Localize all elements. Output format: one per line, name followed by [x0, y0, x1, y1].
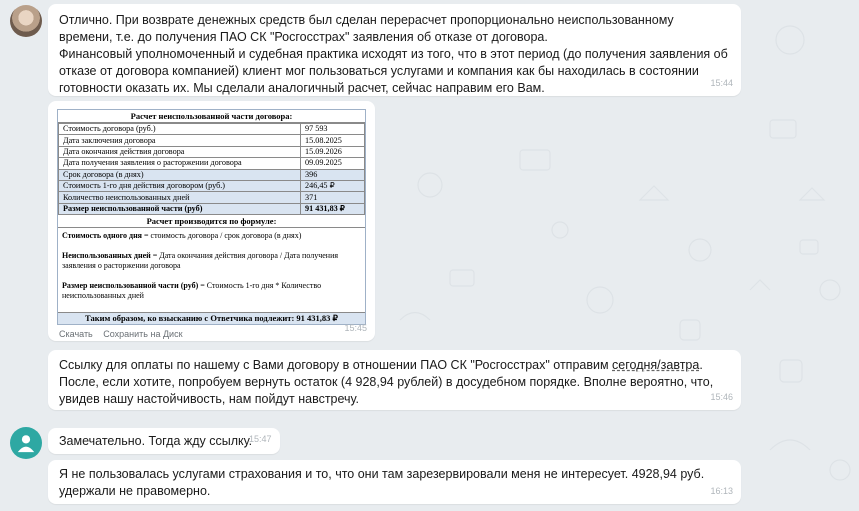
- date-highlight[interactable]: сегодня/завтра: [612, 358, 700, 372]
- document-message: [48, 101, 375, 341]
- row-label: Дата получения заявления о расторжении договора: [59, 158, 301, 169]
- formula-term: Стоимость одного дня: [62, 231, 143, 241]
- save-to-disk-link[interactable]: Сохранить на Диск: [103, 329, 183, 339]
- message-bubble: [48, 428, 280, 454]
- document-total: Таким образом, ко взысканию с Ответчика подлежит: 91 431,83 ₽: [58, 312, 365, 324]
- formula-expression: = Стоимость 1-го дня * Количество неиспользованных дней: [62, 280, 322, 301]
- row-label: Размер неиспользованной части (руб): [59, 203, 301, 214]
- message-text-part: . После, если хотите, попробуем вернуть остаток (4 928,94 рублей) в досудебном порядке. Вполне вероятно, что, увидев нашу настойчивость, нам пойдут навстречу.: [59, 358, 714, 406]
- message-time: 15:45: [344, 323, 367, 333]
- row-value: 371: [301, 192, 365, 203]
- table-row: [59, 180, 365, 191]
- document-title: Расчет неиспользованной части договора:: [58, 110, 365, 123]
- formula-expression: = Дата окончания действия договора / Дата получения заявления о расторжении договора: [62, 250, 339, 271]
- row-label: Дата окончания действия договора: [59, 146, 301, 157]
- message-bubble: [48, 460, 741, 504]
- formula-title: Расчет производится по формуле:: [58, 215, 365, 228]
- message-text: Я не пользовалась услугами страхования и то, что они там зарезервировали меня не интересует. 4928,94 руб. удержали не правомерно.: [59, 467, 705, 498]
- table-row: [59, 169, 365, 180]
- calculation-document-image[interactable]: [57, 109, 366, 325]
- row-value: 15.09.2026: [301, 146, 365, 157]
- message-text: [59, 357, 731, 408]
- row-value: 15.08.2025: [301, 135, 365, 146]
- message-bubble: [48, 350, 741, 410]
- message-time: 15:44: [710, 78, 733, 88]
- row-label: Дата заключения договора: [59, 135, 301, 146]
- row-label: Стоимость 1-го дня действия договором (руб.): [59, 180, 301, 191]
- formula-term: Неиспользованных дней: [62, 250, 151, 260]
- message-text: Замечательно. Тогда жду ссылку.: [59, 434, 253, 448]
- calculation-table: [58, 123, 365, 215]
- row-label: Срок договора (в днях): [59, 169, 301, 180]
- row-value: 396: [301, 169, 365, 180]
- table-row: [59, 192, 365, 203]
- formula-line: [58, 281, 365, 302]
- message-time: 15:47: [249, 434, 272, 444]
- formula-expression: = стоимость договора / срок договора (в днях): [142, 231, 302, 241]
- message-bubble: [48, 4, 741, 96]
- document-actions: [59, 326, 191, 343]
- sender-avatar[interactable]: [10, 5, 42, 37]
- message-time: 16:13: [710, 486, 733, 496]
- row-value: 09.09.2025: [301, 158, 365, 169]
- formula-line: [58, 231, 365, 242]
- row-label: Стоимость договора (руб.): [59, 124, 301, 135]
- table-row: [59, 203, 365, 214]
- message-text-part: Ссылку для оплаты по нашему с Вами договору в отношении ПАО СК "Росгосстрах" отправим: [59, 358, 613, 372]
- person-silhouette-icon: [15, 432, 37, 454]
- table-row: [59, 146, 365, 157]
- formula-term: Размер неиспользованной части (руб): [62, 280, 199, 290]
- row-value: 91 431,83 ₽: [301, 203, 365, 214]
- row-value: 246,45 ₽: [301, 180, 365, 191]
- message-text: Отлично. При возврате денежных средств был сделан перерасчет пропорционально неиспользованному времени, т.е. до получения ПАО СК "Росгосстрах" заявления об отказе от договора. Финансовый уполномоченный и судебная практика исходят из того, что в этот период (до получения заявления об отказе от договора компанией) клиент мог пользоваться услугами и компания как бы находилась в состоянии готовности оказать их. Мы сделали аналогичный расчет, сейчас направим его Вам.: [59, 13, 728, 95]
- download-link[interactable]: Скачать: [59, 329, 93, 339]
- table-row: [59, 158, 365, 169]
- message-time: 15:46: [710, 392, 733, 402]
- table-row: [59, 124, 365, 135]
- user-avatar[interactable]: [10, 427, 42, 459]
- row-label: Количество неиспользованных дней: [59, 192, 301, 203]
- table-row: [59, 135, 365, 146]
- row-value: 97 593: [301, 124, 365, 135]
- formula-line: [58, 251, 365, 272]
